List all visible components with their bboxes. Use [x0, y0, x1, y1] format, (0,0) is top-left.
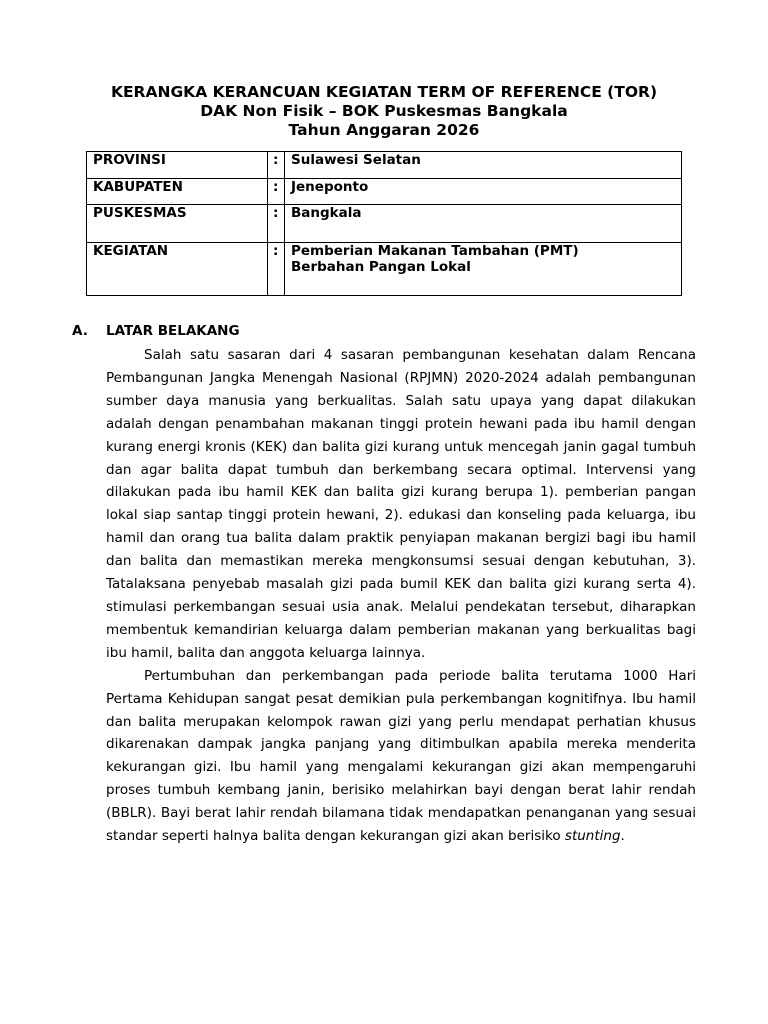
- title-line-3: Tahun Anggaran 2026: [288, 121, 480, 139]
- label-provinsi: PROVINSI: [87, 152, 268, 179]
- paragraph-2-text: Pertumbuhan dan perkembangan pada periode balita terutama 1000 Hari Pertama Kehidupan sangat pesat demikian pula perkembangan kognitifnya. Ibu hamil dan balita merupakan kelompok rawan gizi yang perlu mendapat perhatian khusus dikarenakan dampak jangka panjang yang ditimbulkan apabila mereka menderita kekurangan gizi. Ibu hamil yang mengalami kekurangan gizi akan mempengaruhi proses tumbuh kembang janin, berisiko melahirkan bayi dengan berat lahir rendah (BBLR). Bayi berat lahir rendah bilamana tidak mendapatkan penanganan yang sesuai standar seperti halnya balita dengan kekurangan gizi akan berisiko: [106, 667, 696, 845]
- info-table: [86, 151, 682, 296]
- table-row: [87, 152, 682, 179]
- label-kabupaten: KABUPATEN: [87, 179, 268, 205]
- value-kegiatan-line-1: Pemberian Makanan Tambahan (PMT): [291, 243, 579, 259]
- value-kegiatan-line-2: Berbahan Pangan Lokal: [291, 259, 471, 275]
- value-puskesmas: Bangkala: [285, 205, 682, 243]
- separator: :: [268, 243, 285, 296]
- value-provinsi: Sulawesi Selatan: [285, 152, 682, 179]
- title-line-2: DAK Non Fisik – BOK Puskesmas Bangkala: [200, 102, 568, 120]
- paragraph-2: [106, 665, 696, 848]
- separator: :: [268, 152, 285, 179]
- separator: :: [268, 205, 285, 243]
- table-row: [87, 179, 682, 205]
- table-row: [87, 205, 682, 243]
- label-puskesmas: PUSKESMAS: [87, 205, 268, 243]
- section-number: A.: [72, 323, 88, 339]
- title-line-1: KERANGKA KERANCUAN KEGIATAN TERM OF REFERENCE (TOR): [110, 83, 658, 101]
- document-title: [0, 83, 768, 140]
- section-heading: [72, 323, 240, 339]
- separator: :: [268, 179, 285, 205]
- paragraph-1: Salah satu sasaran dari 4 sasaran pembangunan kesehatan dalam Rencana Pembangunan Jangka Menengah Nasional (RPJMN) 2020-2024 adalah pembangunan sumber daya manusia yang berkualitas. Salah satu upaya yang dapat dilakukan adalah dengan penambahan makanan tinggi protein hewani pada ibu hamil dengan kurang energi kronis (KEK) dan balita gizi kurang untuk mencegah janin gagal tumbuh dan agar balita dapat tumbuh dan berkembang secara optimal. Intervensi yang dilakukan pada ibu hamil KEK dan balita gizi kurang berupa 1). pemberian pangan lokal siap santap tinggi protein hewani, 2). edukasi dan konseling pada keluarga, ibu hamil dan orang tua balita dalam praktik penyiapan makanan bergizi bagi ibu hamil dan balita dan memastikan mereka mengkonsumsi sesuai dengan kebutuhan, 3). Tatalaksana penyebab masalah gizi pada bumil KEK dan balita gizi kurang serta 4). stimulasi perkembangan sesuai usia anak. Melalui pendekatan tersebut, diharapkan membentuk kemandirian keluarga dalam pemberian makanan yang berkualitas bagi ibu hamil, balita dan anggota keluarga lainnya.: [106, 347, 696, 661]
- italic-term: stunting: [564, 828, 621, 845]
- label-kegiatan: KEGIATAN: [87, 243, 268, 296]
- section-title: LATAR BELAKANG: [106, 323, 240, 339]
- section-body: [106, 344, 696, 848]
- value-kegiatan: [285, 243, 682, 296]
- paragraph-2-end: .: [620, 828, 625, 845]
- value-kabupaten: Jeneponto: [285, 179, 682, 205]
- table-row: [87, 243, 682, 296]
